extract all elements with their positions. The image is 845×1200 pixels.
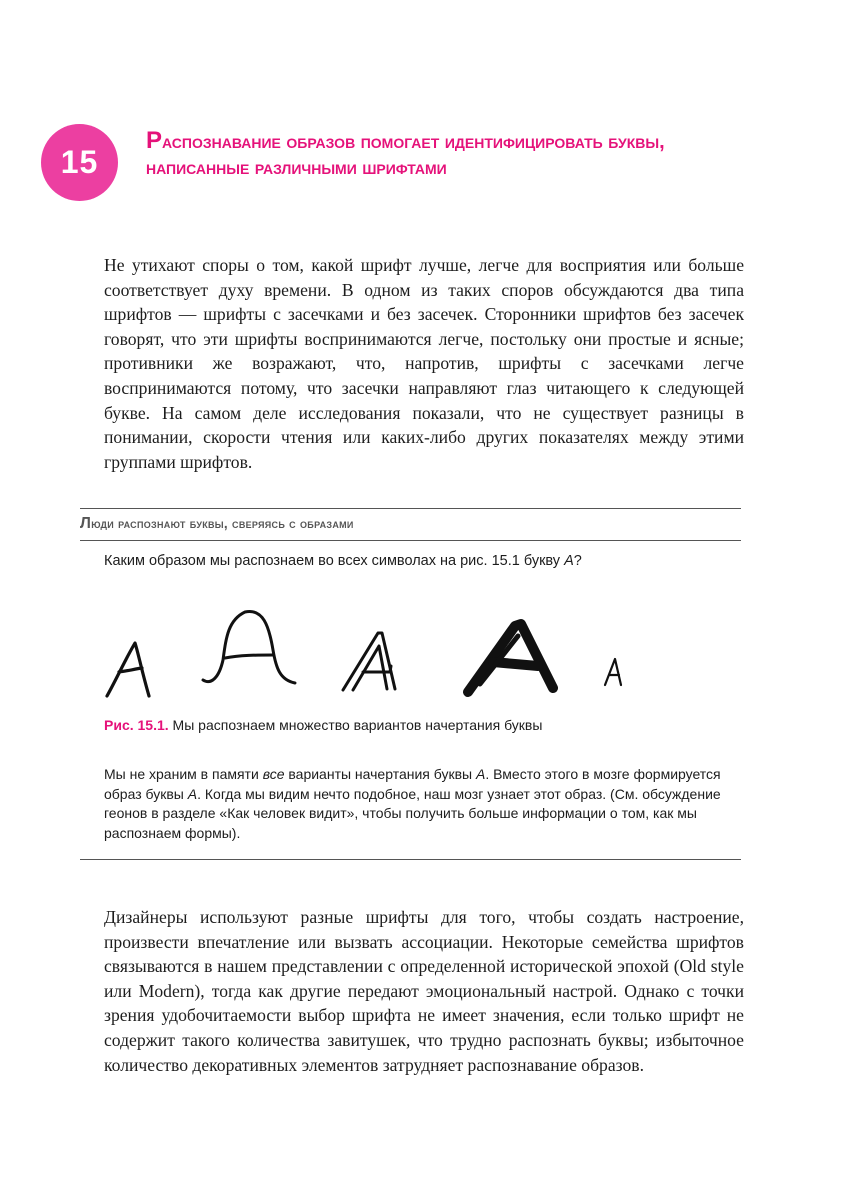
intro-paragraph: Не утихают споры о том, какой шрифт лучше, легче для восприятия или больше соответствует духу времени. В одном из таких споров обсуждаются два типа шрифтов — шрифты с засечками и без засечек. Сторонники шрифтов без засечек говорят, что эти шрифты воспринимаются легче, постольку они простые и ясные; противники же возражают, что, напротив, шрифты с засечками легче воспринимаются потому, что засечки направляют глаз читающего к следующей букве. На самом деле исследования показали, что не существует разницы в понимании, скорости чтения или каких-либо других показателях между этими группами шрифтов. xyxy=(104,255,744,472)
figure-question xyxy=(104,553,582,569)
chapter-title xyxy=(146,128,666,181)
chapter-number: 15 xyxy=(60,144,99,180)
sidebar-bottom-rule xyxy=(80,859,741,860)
sidebar-title-rule xyxy=(80,540,741,541)
letter-a-variants-figure xyxy=(95,600,655,710)
caption-text: Мы распознаем множество вариантов начертания буквы xyxy=(168,717,543,733)
letter-a-small xyxy=(605,659,621,685)
note-part-2: все xyxy=(262,766,285,782)
chapter-number-badge xyxy=(41,124,118,201)
sidebar-top-rule xyxy=(80,508,741,509)
note-part-1: Мы не храним в памяти xyxy=(104,766,263,782)
sidebar-title-rest: юди распознают буквы, сверяясь с образами xyxy=(91,516,354,531)
note-part-3: варианты начертания буквы xyxy=(284,766,476,782)
sidebar-title xyxy=(80,515,354,533)
outro-paragraph: Дизайнеры используют разные шрифты для того, чтобы создать настроение, произвести впечатление или вызвать ассоциации. Некоторые семейства шрифтов связываются в нашем представлении с определенной исторической эпохой (Old style или Modern), тогда как другие передают эмоциональный настрой. Однако с точки зрения удобочитаемости выбор шрифта не имеет значения, если только шрифт не содержит такого количества завитушек, что трудно распознать буквы; избыточное количество декоративных элементов затрудняет распознавание образов. xyxy=(104,907,744,1075)
letter-a-bold xyxy=(468,624,553,692)
note-part-5: . Вместо этого в мозге формируется образ буквы xyxy=(104,766,721,802)
note-part-7: . Когда мы видим нечто подобное, наш мозг узнает этот образ. (См. обсуждение геонов в разделе «Как человек видит», чтобы получить больше информации о том, как мы распознаем формы). xyxy=(104,785,721,841)
question-mark: ? xyxy=(573,553,582,569)
chapter-title-initial: Р xyxy=(146,127,163,154)
letter-a-handwritten-1 xyxy=(107,643,149,696)
figure-label: Рис. 15.1. xyxy=(104,717,169,733)
figure-caption xyxy=(104,717,542,733)
note-part-6: А xyxy=(187,785,198,802)
question-letter: А xyxy=(564,553,574,569)
sidebar-title-initial: Л xyxy=(80,515,92,532)
chapter-title-rest: аспознавание образов помогает идентифицировать буквы, написанные различными шрифтами xyxy=(146,131,665,179)
note-part-4: А xyxy=(476,766,486,782)
letter-a-handwritten-2 xyxy=(203,611,295,683)
question-text: Каким образом мы распознаем во всех символах на рис. 15.1 букву xyxy=(104,553,565,569)
sidebar-note xyxy=(104,765,744,843)
letter-a-outline xyxy=(343,633,395,690)
